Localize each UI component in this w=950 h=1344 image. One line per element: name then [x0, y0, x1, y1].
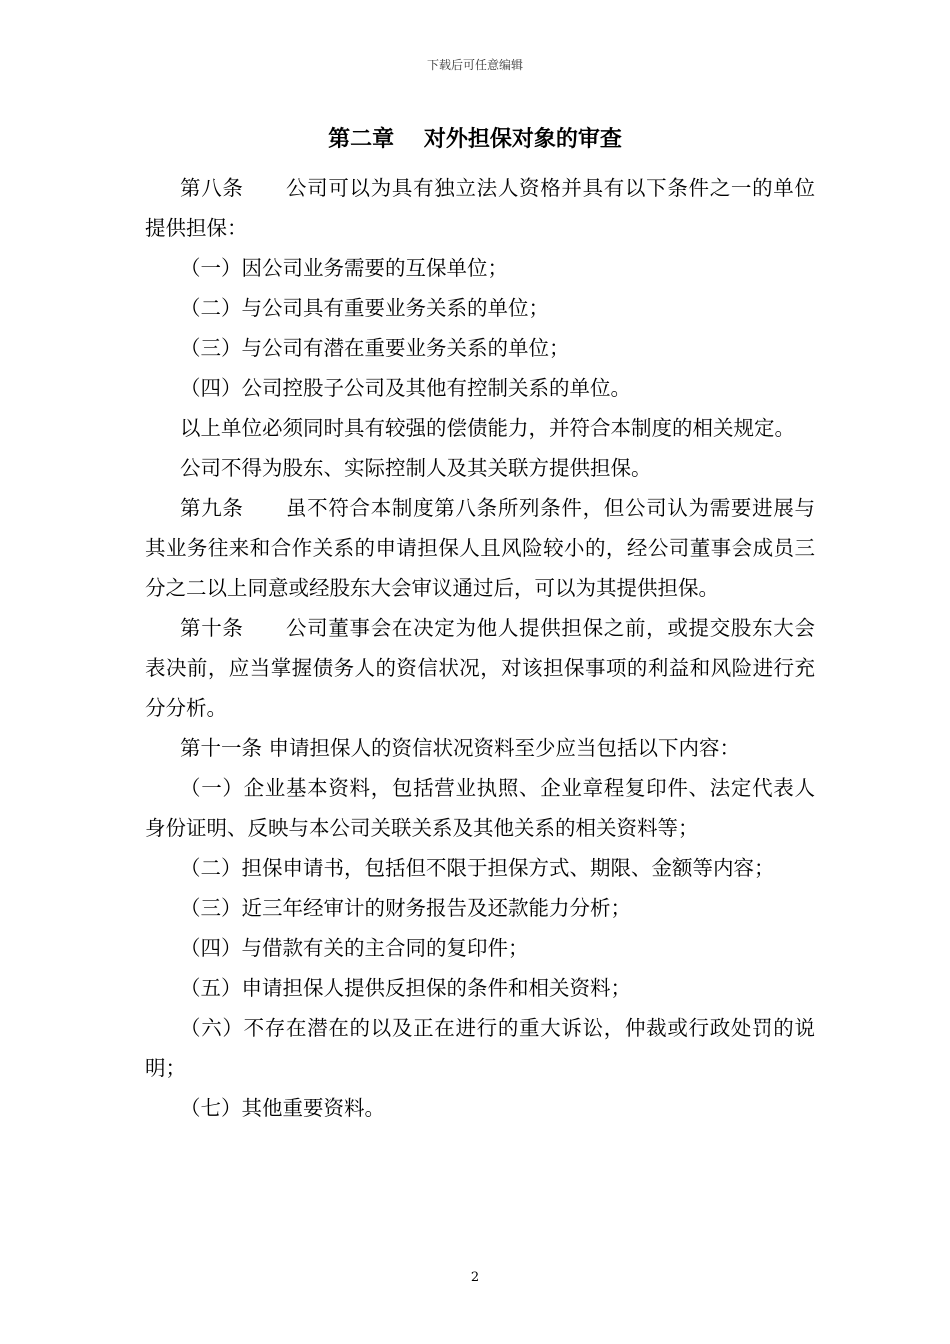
article-8-item-2: （二）与公司具有重要业务关系的单位； [180, 296, 549, 320]
article-9-paragraph: 第九条 虽不符合本制度第八条所列条件，但公司认为需要进展与其业务往来和合作关系的申请担保人且风险较小的，经公司董事会成员三分之二以上同意或经股东大会审议通过后，可以为其提供担保。 [145, 496, 815, 600]
article-8-item-1: （一）因公司业务需要的互保单位； [180, 256, 508, 280]
article-8-item-4: （四）公司控股子公司及其他有控制关系的单位。 [180, 376, 631, 400]
article-11-item-1: （一）企业基本资料，包括营业执照、企业章程复印件、法定代表人身份证明、反映与本公司关联关系及其他关系的相关资料等； [145, 776, 815, 840]
article-11-item-6: （六）不存在潜在的以及正在进行的重大诉讼，仲裁或行政处罚的说明； [145, 1016, 815, 1080]
article-8-requirement-paragraph: 以上单位必须同时具有较强的偿债能力，并符合本制度的相关规定。 [180, 416, 795, 440]
article-11-item-7: （七）其他重要资料。 [180, 1096, 385, 1120]
document-body [145, 168, 815, 1128]
article-8-prohibition-paragraph: 公司不得为股东、实际控制人及其关联方提供担保。 [180, 456, 652, 480]
article-10-paragraph: 第十条 公司董事会在决定为他人提供担保之前，或提交股东大会表决前，应当掌握债务人的资信状况，对该担保事项的利益和风险进行充分分析。 [145, 616, 815, 720]
article-8-item-3: （三）与公司有潜在重要业务关系的单位； [180, 336, 570, 360]
article-8-paragraph: 第八条 公司可以为具有独立法人资格并具有以下条件之一的单位提供担保： [145, 176, 815, 240]
article-11-item-3: （三）近三年经审计的财务报告及还款能力分析； [180, 896, 631, 920]
page-number: 2 [470, 1270, 480, 1285]
article-11-item-5: （五）申请担保人提供反担保的条件和相关资料； [180, 976, 631, 1000]
chapter-title: 第二章 对外担保对象的审查 [328, 126, 622, 152]
article-11-paragraph: 第十一条 申请担保人的资信状况资料至少应当包括以下内容： [180, 736, 741, 760]
page-header-note: 下载后可任意编辑 [426, 58, 523, 72]
article-11-item-2: （二）担保申请书，包括但不限于担保方式、期限、金额等内容； [180, 856, 775, 880]
article-11-item-4: （四）与借款有关的主合同的复印件； [180, 936, 529, 960]
